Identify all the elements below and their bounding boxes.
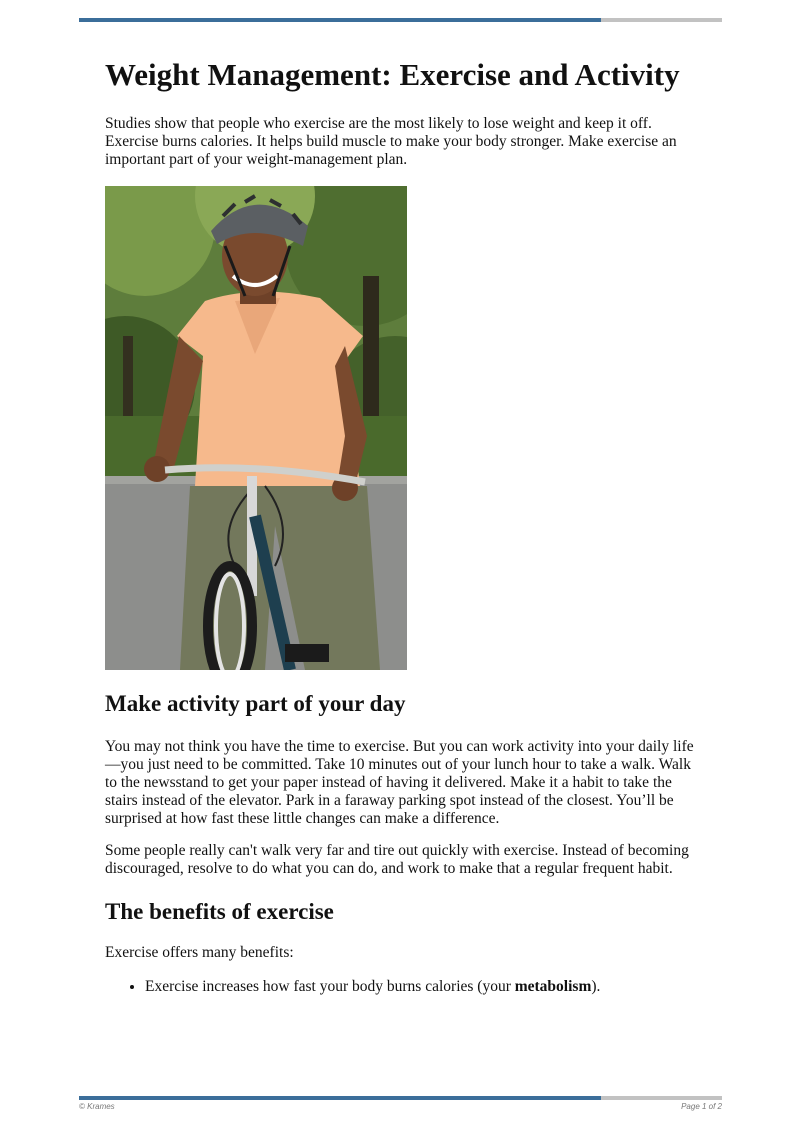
- benefits-list: [105, 978, 705, 996]
- header-rule-muted: [601, 18, 722, 22]
- bullet-bold-term: metabolism: [514, 978, 592, 995]
- footer-page-number: Page 1 of 2: [681, 1102, 722, 1111]
- bullet-text-before: Exercise increases how fast your body burns calories (your: [145, 978, 515, 995]
- intro-paragraph: Studies show that people who exercise are the most likely to lose weight and keep it off. Exercise burns calories. It helps build muscle to make your body stronger. Make exercise an important part of your weight-management plan.: [105, 115, 677, 168]
- page-footer: [79, 1102, 722, 1111]
- cyclist-photo: [105, 186, 407, 670]
- page-title: Weight Management: Exercise and Activity: [105, 57, 680, 92]
- footer-rule-accent: [79, 1096, 601, 1100]
- footer-rule-muted: [601, 1096, 722, 1100]
- bullet-text-after: ).: [591, 978, 601, 995]
- activity-paragraph-1: You may not think you have the time to exercise. But you can work activity into your daily life—you just need to be committed. Take 10 minutes out of your lunch hour to take a walk. Walk to the newsstand to get your paper instead of having it delivered. Make it a habit to take the stairs instead of the elevator. Park in a faraway parking spot instead of the closest. You’ll be surprised at how fast these little changes can make a difference.: [105, 738, 694, 827]
- cyclist-illustration: [105, 186, 407, 670]
- footer-copyright: © Krames: [79, 1102, 115, 1111]
- benefits-intro: Exercise offers many benefits:: [105, 944, 294, 961]
- section-heading-benefits: The benefits of exercise: [105, 899, 334, 924]
- activity-paragraph-2: Some people really can't walk very far and tire out quickly with exercise. Instead of becoming discouraged, resolve to do what you can do, and work to make that a regular frequent habit.: [105, 842, 689, 877]
- section-heading-activity: Make activity part of your day: [105, 691, 406, 716]
- footer-rule: [79, 1096, 722, 1100]
- header-rule-accent: [79, 18, 601, 22]
- header-rule: [79, 18, 722, 22]
- document-body: [105, 56, 705, 996]
- list-item: [145, 978, 705, 996]
